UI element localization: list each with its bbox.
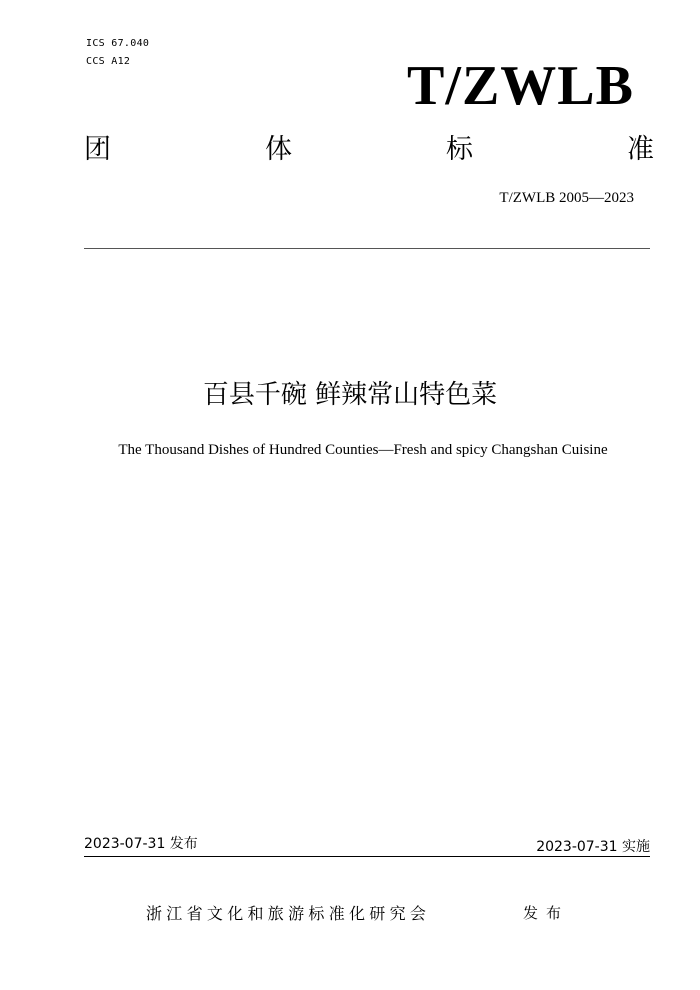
publish-date: 2023-07-31 发布: [84, 836, 198, 852]
standard-type-char: 团: [84, 134, 111, 165]
standard-brand-logo: T/ZWLB: [407, 55, 634, 117]
standard-type-char: 体: [265, 134, 292, 165]
ics-code: ICS 67.040: [86, 38, 150, 49]
publish-label: 发布: [523, 904, 570, 922]
document-title-english: The Thousand Dishes of Hundred Counties—Fresh and spicy Changshan Cuisine: [118, 442, 608, 458]
publisher-name: 浙江省文化和旅游标准化研究会: [146, 904, 431, 923]
footer-divider: [84, 856, 650, 857]
standard-type-heading: [84, 136, 654, 163]
standard-type-char: 准: [627, 134, 654, 165]
standard-type-char: 标: [446, 134, 473, 165]
header-divider: [84, 248, 650, 249]
ccs-code: CCS A12: [86, 56, 131, 67]
implementation-date: 2023-07-31 实施: [536, 839, 650, 855]
standard-number: T/ZWLB 2005—2023: [499, 190, 634, 206]
document-title-chinese: 百县千碗 鲜辣常山特色菜: [202, 380, 498, 410]
